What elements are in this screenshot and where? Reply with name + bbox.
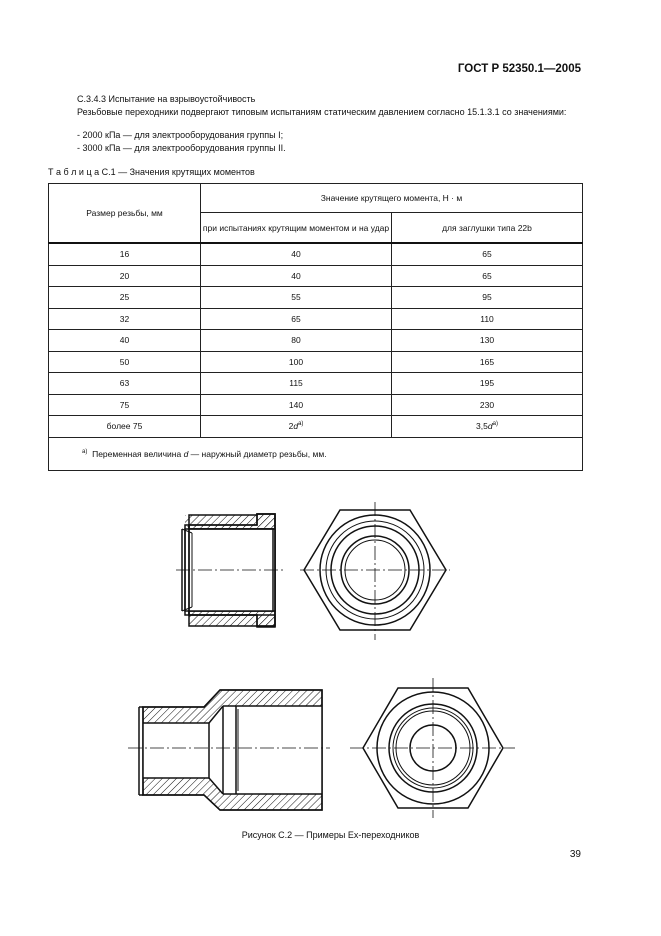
cell-size: 63 xyxy=(49,373,201,395)
cell-size: более 75 xyxy=(49,416,201,438)
cell-test: 40 xyxy=(201,243,392,265)
group-header: Значение крутящего момента, Н · м xyxy=(201,184,583,213)
cell-plug: 130 xyxy=(392,330,583,352)
cell-plug: 195 xyxy=(392,373,583,395)
table-caption: Т а б л и ц а С.1 — Значения крутящих моментов xyxy=(48,167,255,177)
cell-plug: 110 xyxy=(392,308,583,330)
adapter-2-section-view xyxy=(139,690,322,810)
list-item: - 3000 кПа — для электрооборудования группы II. xyxy=(77,143,286,153)
figure-caption: Рисунок С.2 — Примеры Ex-переходников xyxy=(241,830,420,840)
cell-plug: 65 xyxy=(392,243,583,265)
table-footnote: $^{а)}$ Переменная величина d — наружный диаметр резьбы, мм. xyxy=(49,437,583,470)
cell-size: 40 xyxy=(49,330,201,352)
list-item: - 2000 кПа — для электрооборудования группы I; xyxy=(77,130,284,140)
col-header-size: Размер резьбы, мм xyxy=(49,184,201,244)
cell-test: 65 xyxy=(201,308,392,330)
cell-test: $2d^{а)}$ xyxy=(201,416,392,438)
cell-test: 140 xyxy=(201,394,392,416)
document-number: ГОСТ Р 52350.1—2005 xyxy=(457,63,581,75)
page-number: 39 xyxy=(569,849,581,860)
adapter-1-section-view xyxy=(182,514,275,627)
col-header-plug: для заглушки типа 22b xyxy=(392,213,583,244)
cell-plug: 65 xyxy=(392,265,583,287)
col-header-test: при испытаниях крутящим моментом и на удар xyxy=(201,213,392,244)
cell-plug: 165 xyxy=(392,351,583,373)
cell-test: 100 xyxy=(201,351,392,373)
cell-test: 55 xyxy=(201,287,392,309)
cell-plug: 230 xyxy=(392,394,583,416)
cell-size: 16 xyxy=(49,243,201,265)
section-paragraph: Резьбовые переходники подвергают типовым испытаниям статическим давлением согласно 15.1.3.1 со значениями: xyxy=(77,107,567,117)
cell-plug: $3,5d^{а)}$ xyxy=(392,416,583,438)
cell-test: 80 xyxy=(201,330,392,352)
cell-test: 40 xyxy=(201,265,392,287)
section-heading: С.3.4.3 Испытание на взрывоустойчивость xyxy=(77,94,256,104)
cell-plug: 95 xyxy=(392,287,583,309)
cell-test: 115 xyxy=(201,373,392,395)
cell-size: 75 xyxy=(49,394,201,416)
cell-size: 50 xyxy=(49,351,201,373)
cell-size: 20 xyxy=(49,265,201,287)
cell-size: 32 xyxy=(49,308,201,330)
cell-size: 25 xyxy=(49,287,201,309)
